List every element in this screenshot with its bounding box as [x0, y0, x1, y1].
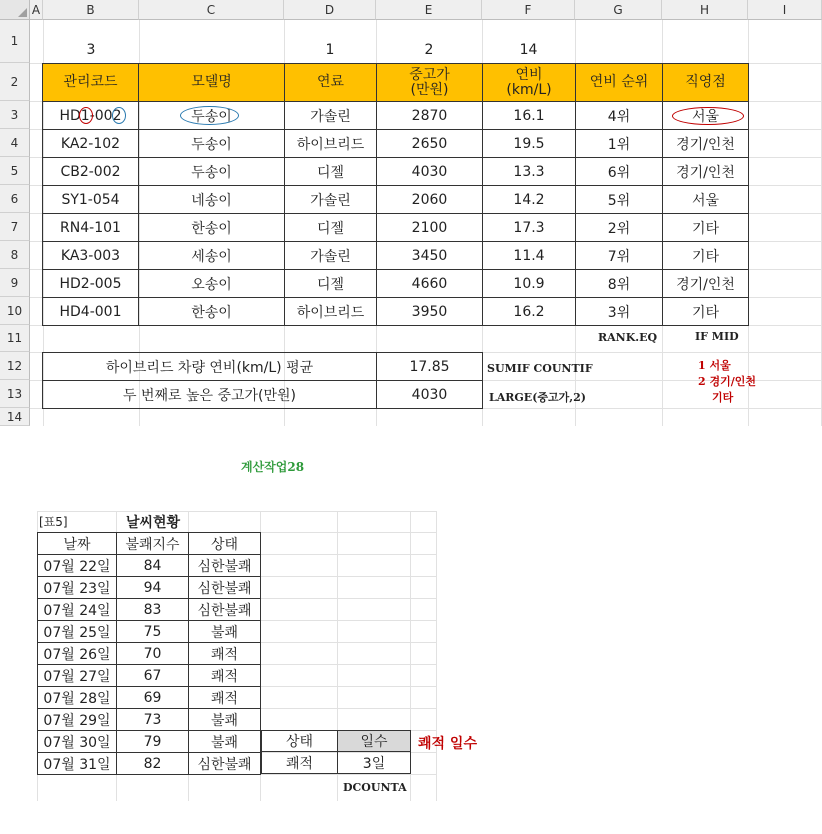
note-rank-eq: RANK.EQ — [598, 331, 658, 344]
cell-branch[interactable]: 경기/인천 — [662, 269, 749, 298]
column-header-a[interactable]: A — [30, 0, 43, 20]
cell-code[interactable]: KA2-102 — [42, 129, 139, 158]
weather-cell-index[interactable]: 73 — [116, 708, 189, 731]
header-price-line2: (만원) — [410, 81, 449, 98]
note-sumif-countif: SUMIF COUNTIF — [487, 362, 593, 375]
cell-price[interactable]: 2100 — [376, 213, 483, 242]
cell-price[interactable]: 2060 — [376, 185, 483, 214]
row-header-7[interactable]: 7 — [0, 213, 30, 241]
cell-branch[interactable]: 경기/인천 — [662, 157, 749, 186]
header-code[interactable]: 관리코드 — [42, 63, 139, 102]
cell-efficiency[interactable]: 19.5 — [482, 129, 576, 158]
cell-fuel[interactable]: 디젤 — [284, 213, 377, 242]
select-all-corner[interactable] — [0, 0, 30, 20]
row-header-12[interactable]: 12 — [0, 352, 30, 380]
cell-model[interactable]: 세송이 — [138, 241, 285, 270]
weather-cell-date[interactable]: 07월 23일 — [37, 576, 117, 599]
cell-b1[interactable]: 3 — [86, 41, 96, 58]
row-header-1[interactable]: 1 — [0, 20, 30, 63]
row-header-4[interactable]: 4 — [0, 129, 30, 157]
weather-cell-date[interactable]: 07월 29일 — [37, 708, 117, 731]
row-header-11[interactable]: 11 — [0, 325, 30, 352]
weather-cell-status[interactable]: 심한불쾌 — [188, 598, 261, 621]
cell-branch[interactable]: 서울 — [662, 101, 749, 130]
weather-cell-date[interactable]: 07월 24일 — [37, 598, 117, 621]
weather-cell-index[interactable]: 82 — [116, 752, 189, 775]
header-fuel[interactable]: 연료 — [284, 63, 377, 102]
table5-title[interactable]: 날씨현황 — [125, 514, 181, 531]
criteria-header-status[interactable]: 상태 — [261, 730, 338, 752]
header-rank[interactable]: 연비 순위 — [575, 63, 663, 102]
cell-code[interactable]: CB2-002 — [42, 157, 139, 186]
cell-code[interactable]: HD2-005 — [42, 269, 139, 298]
column-header-e[interactable]: E — [376, 0, 482, 20]
cell-rank[interactable]: 2위 — [575, 213, 663, 242]
row-header-10[interactable]: 10 — [0, 297, 30, 325]
cell-model[interactable]: 두송이 — [138, 101, 285, 130]
header-efficiency[interactable] — [482, 63, 576, 102]
cell-branch[interactable]: 기타 — [662, 297, 749, 326]
weather-cell-date[interactable]: 07월 28일 — [37, 686, 117, 709]
column-header-f[interactable]: F — [482, 0, 575, 20]
table5-tag[interactable]: [표5] — [39, 515, 68, 529]
weather-cell-index[interactable]: 83 — [116, 598, 189, 621]
cell-fuel[interactable]: 가솔린 — [284, 241, 377, 270]
cell-code[interactable]: HD1-002 — [42, 101, 139, 130]
weather-cell-status[interactable]: 쾌적 — [188, 664, 261, 687]
note-pleasant-days: 쾌적 일수 — [418, 736, 477, 752]
weather-cell-status[interactable]: 쾌적 — [188, 642, 261, 665]
weather-cell-status[interactable]: 쾌적 — [188, 686, 261, 709]
row-header-3[interactable]: 3 — [0, 101, 30, 129]
note-branch-3: 기타 — [712, 391, 734, 404]
note-if-mid: IF MID — [695, 330, 739, 343]
summary-value-second-price[interactable]: 4030 — [376, 380, 483, 409]
weather-cell-index[interactable]: 75 — [116, 620, 189, 643]
cell-price[interactable]: 4030 — [376, 157, 483, 186]
cell-efficiency[interactable]: 11.4 — [482, 241, 576, 270]
note-branch-2: 2 경기/인천 — [698, 375, 757, 388]
note-branch-1: 1 서울 — [698, 359, 731, 372]
column-header-c[interactable]: C — [139, 0, 284, 20]
weather-cell-index[interactable]: 94 — [116, 576, 189, 599]
cell-efficiency[interactable]: 16.1 — [482, 101, 576, 130]
cell-efficiency[interactable]: 14.2 — [482, 185, 576, 214]
calc-title: 계산작업28 — [241, 460, 305, 474]
cell-model[interactable]: 네송이 — [138, 185, 285, 214]
row-header-13[interactable]: 13 — [0, 380, 30, 408]
note-dcounta: DCOUNTA — [343, 781, 407, 794]
cell-efficiency[interactable]: 13.3 — [482, 157, 576, 186]
cell-d1[interactable]: 1 — [325, 41, 335, 58]
cell-fuel[interactable]: 하이브리드 — [284, 129, 377, 158]
row-header-14[interactable]: 14 — [0, 408, 30, 426]
column-header-b[interactable]: B — [43, 0, 139, 20]
cell-rank[interactable]: 7위 — [575, 241, 663, 270]
cell-model[interactable]: 두송이 — [138, 157, 285, 186]
cell-branch[interactable]: 서울 — [662, 185, 749, 214]
weather-header-date[interactable]: 날짜 — [37, 532, 117, 555]
cell-rank[interactable]: 5위 — [575, 185, 663, 214]
cell-model[interactable]: 두송이 — [138, 129, 285, 158]
weather-cell-date[interactable]: 07월 22일 — [37, 554, 117, 577]
cell-price[interactable]: 2870 — [376, 101, 483, 130]
weather-cell-status[interactable]: 심한불쾌 — [188, 554, 261, 577]
cell-code[interactable]: KA3-003 — [42, 241, 139, 270]
weather-cell-status[interactable]: 불쾌 — [188, 730, 261, 753]
weather-cell-index[interactable]: 67 — [116, 664, 189, 687]
cell-f1[interactable]: 14 — [519, 41, 538, 58]
criteria-value-days[interactable]: 3일 — [337, 752, 411, 774]
row-header-2[interactable]: 2 — [0, 63, 30, 101]
weather-cell-date[interactable]: 07월 31일 — [37, 752, 117, 775]
summary-value-hybrid-avg[interactable]: 17.85 — [376, 352, 483, 381]
cell-model[interactable]: 한송이 — [138, 213, 285, 242]
weather-cell-status[interactable]: 심한불쾌 — [188, 752, 261, 775]
column-header-h[interactable]: H — [662, 0, 748, 20]
weather-cell-status[interactable]: 불쾌 — [188, 620, 261, 643]
weather-header-index[interactable]: 불쾌지수 — [116, 532, 189, 555]
cell-price[interactable]: 3450 — [376, 241, 483, 270]
cell-fuel[interactable]: 하이브리드 — [284, 297, 377, 326]
weather-cell-date[interactable]: 07월 30일 — [37, 730, 117, 753]
cell-model[interactable]: 한송이 — [138, 297, 285, 326]
cell-branch[interactable]: 경기/인천 — [662, 129, 749, 158]
cell-rank[interactable]: 1위 — [575, 129, 663, 158]
header-efficiency-line2: (km/L) — [506, 81, 552, 98]
cell-efficiency[interactable]: 17.3 — [482, 213, 576, 242]
weather-header-status[interactable]: 상태 — [188, 532, 261, 555]
cell-fuel[interactable]: 디젤 — [284, 269, 377, 298]
cell-code[interactable]: SY1-054 — [42, 185, 139, 214]
column-header-g[interactable]: G — [575, 0, 662, 20]
cell-fuel[interactable]: 가솔린 — [284, 185, 377, 214]
cell-model[interactable]: 오송이 — [138, 269, 285, 298]
summary-label-second-price[interactable]: 두 번째로 높은 중고가(만원) — [42, 380, 377, 409]
cell-price[interactable]: 4660 — [376, 269, 483, 298]
summary-label-hybrid-avg[interactable]: 하이브리드 차량 연비(km/L) 평균 — [42, 352, 377, 381]
header-model[interactable]: 모델명 — [138, 63, 285, 102]
criteria-value-status[interactable]: 쾌적 — [261, 752, 338, 774]
weather-cell-index[interactable]: 79 — [116, 730, 189, 753]
weather-cell-date[interactable]: 07월 27일 — [37, 664, 117, 687]
note-large: LARGE(중고가,2) — [489, 391, 586, 404]
cell-efficiency[interactable]: 10.9 — [482, 269, 576, 298]
weather-cell-status[interactable]: 불쾌 — [188, 708, 261, 731]
cell-rank[interactable]: 8위 — [575, 269, 663, 298]
row-header-5[interactable]: 5 — [0, 157, 30, 185]
row-header-9[interactable]: 9 — [0, 269, 30, 297]
row-header-8[interactable]: 8 — [0, 241, 30, 269]
weather-cell-index[interactable]: 70 — [116, 642, 189, 665]
cell-branch[interactable]: 기타 — [662, 213, 749, 242]
weather-cell-date[interactable]: 07월 26일 — [37, 642, 117, 665]
cell-price[interactable]: 2650 — [376, 129, 483, 158]
column-header-d[interactable]: D — [284, 0, 376, 20]
cell-rank[interactable]: 6위 — [575, 157, 663, 186]
cell-code[interactable]: RN4-101 — [42, 213, 139, 242]
header-branch[interactable]: 직영점 — [662, 63, 749, 102]
column-header-i[interactable]: I — [748, 0, 822, 20]
header-price-line1: 중고가 — [409, 66, 450, 83]
cell-e1[interactable]: 2 — [424, 41, 434, 58]
header-price[interactable] — [376, 63, 483, 102]
cell-code[interactable]: HD4-001 — [42, 297, 139, 326]
cell-efficiency[interactable]: 16.2 — [482, 297, 576, 326]
weather-cell-index[interactable]: 84 — [116, 554, 189, 577]
cell-fuel[interactable]: 디젤 — [284, 157, 377, 186]
criteria-header-days[interactable]: 일수 — [337, 730, 411, 752]
weather-cell-date[interactable]: 07월 25일 — [37, 620, 117, 643]
cell-rank[interactable]: 3위 — [575, 297, 663, 326]
weather-cell-status[interactable]: 심한불쾌 — [188, 576, 261, 599]
cell-price[interactable]: 3950 — [376, 297, 483, 326]
row-header-6[interactable]: 6 — [0, 185, 30, 213]
cell-rank[interactable]: 4위 — [575, 101, 663, 130]
cell-branch[interactable]: 기타 — [662, 241, 749, 270]
cell-fuel[interactable]: 가솔린 — [284, 101, 377, 130]
header-efficiency-line1: 연비 — [515, 66, 543, 83]
weather-cell-index[interactable]: 69 — [116, 686, 189, 709]
